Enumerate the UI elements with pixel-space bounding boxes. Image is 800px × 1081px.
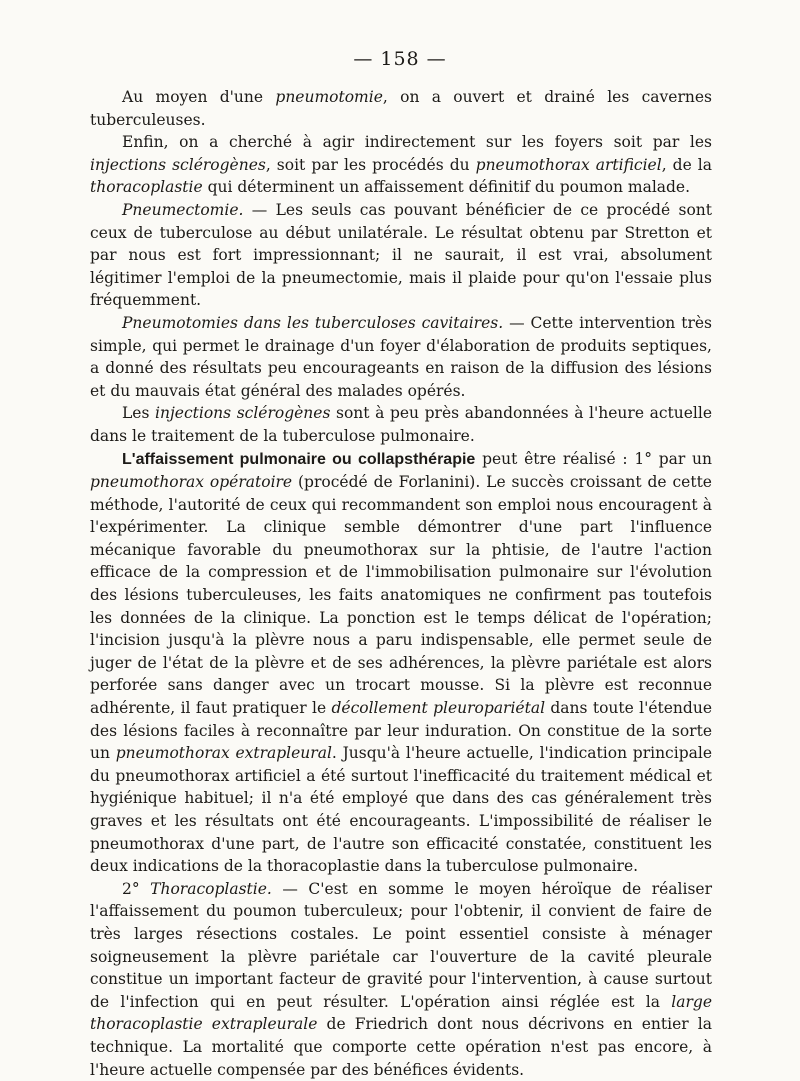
italic-term: injections sclérogènes <box>155 404 331 423</box>
italic-term: pneumothorax artificiel <box>475 155 662 174</box>
paragraph-injections: Les injections sclérogènes sont à peu près abandonnées à l'heure actuelle dans le traitement de la tuberculose pulmonaire. <box>90 404 712 445</box>
italic-term: large thoracoplastie extrapleurale <box>90 992 712 1034</box>
page-number: — 158 — <box>353 48 447 70</box>
paragraph-pneumectomie: Pneumectomie. — Les seuls cas pouvant bénéficier de ce procédé sont ceux de tuberculose au début unilatérale. Le résultat obtenu par Stretton et par nous est fort impressionnant; il ne saurait, il est vrai, absolument légitimer l'emploi de la pneumectomie, mais il plaide pour qu'on l'essaie plus fréquemment. <box>90 200 712 310</box>
italic-term: thoracoplastie <box>90 178 203 197</box>
paragraph-methods: Enfin, on a cherché à agir indirectement sur les foyers soit par les injections sclérogènes, soit par les procédés du pneumothorax artificiel, de la thoracoplastie qui déterminent un affaissement définitif du poumon malade. <box>90 133 713 197</box>
italic-term: pneumothorax extrapleural <box>115 744 332 763</box>
section-title-thoracoplastie: Thoracoplastie. <box>150 879 272 898</box>
italic-term: pneumotomie <box>275 88 383 106</box>
section-title-pneumotomies: Pneumotomies dans les tuberculoses cavitaires. <box>122 313 504 332</box>
section-title-pneumectomie: Pneumectomie. <box>122 200 244 219</box>
paragraph-collapstherapie: L'affaissement pulmonaire ou collapsthérapie peut être réalisé : 1° par un pneumothorax opératoire (procédé de Forlanini). Le succès croissant de cette méthode, l'autorité de ceux qui recommandent son emploi nous encouragent à l'expérimenter. La clinique semble démontrer d'une part l'influence mécanique favorable du pneumothorax sur la phtisie, de l'autre l'action efficace de la compression et de l'immobilisation pulmonaire sur l'évolution des lésions tuberculeuses, les faits anatomiques ne confirment pas toutefois les données de la clinique. La ponction est le temps délicat de l'opération; l'incision jusqu'à la plèvre nous a paru indispensable, elle permet seule de juger de l'état de la plèvre et de ses adhérences, la plèvre pariétale est alors perforée sans danger avec un trocart mousse. Si la plèvre est reconnue adhérente, il faut pratiquer le décollement pleuropariétal dans toute l'étendue des lésions faciles à reconnaître par leur induration. On constitue de la sorte un pneumothorax extrapleural. Jusqu'à l'heure actuelle, l'indication principale du pneumothorax artificiel a été surtout l'inefficacité du traitement médical et hygiénique habituel; il n'a été employé que dans des cas généralement très graves et les résultats ont été encourageants. L'impossibilité de réaliser le pneumothorax d'une part, de l'autre son efficacité constatée, constituent les deux indications de la thoracoplastie dans la tuberculose pulmonaire. <box>90 449 712 876</box>
section-heading-collapstherapie: L'affaissement pulmonaire ou collapsthérapie <box>122 450 476 468</box>
paragraph-thoracoplastie: 2° Thoracoplastie. — C'est en somme le moyen héroïque de réaliser l'affaissement du poumon tuberculeux; pour l'obtenir, il convient de faire de très larges résections costales. Le point essentiel consiste à ménager soigneusement la plèvre pariétale car l'ouverture de la cavité pleurale constitue un important facteur de gravité pour l'intervention, à cause surtout de l'infection qui en peut résulter. L'opération ainsi réglée est la large thoracoplastie extrapleurale de Friedrich dont nous décrivons en entier la technique. La mortalité que comporte cette opération n'est pas encore, à l'heure actuelle compensée par des bénéfices évidents. <box>90 879 713 1079</box>
paragraph-pneumotomie: Au moyen d'une pneumotomie, on a ouvert et drainé les cavernes tuberculeuses. <box>90 88 712 129</box>
paragraph-pneumotomies: Pneumotomies dans les tuberculoses cavitaires. — Cette intervention très simple, qui permet le drainage d'un foyer d'élaboration de produits septiques, a donné des résultats peu encourageants en raison de la diffusion des lésions et du mauvais état général des malades opérés. <box>90 313 712 400</box>
italic-term: décollement pleuropariétal <box>331 699 546 718</box>
italic-term: injections sclérogènes <box>90 155 266 174</box>
italic-term: pneumothorax opératoire <box>90 473 293 492</box>
body-text <box>90 86 712 1081</box>
